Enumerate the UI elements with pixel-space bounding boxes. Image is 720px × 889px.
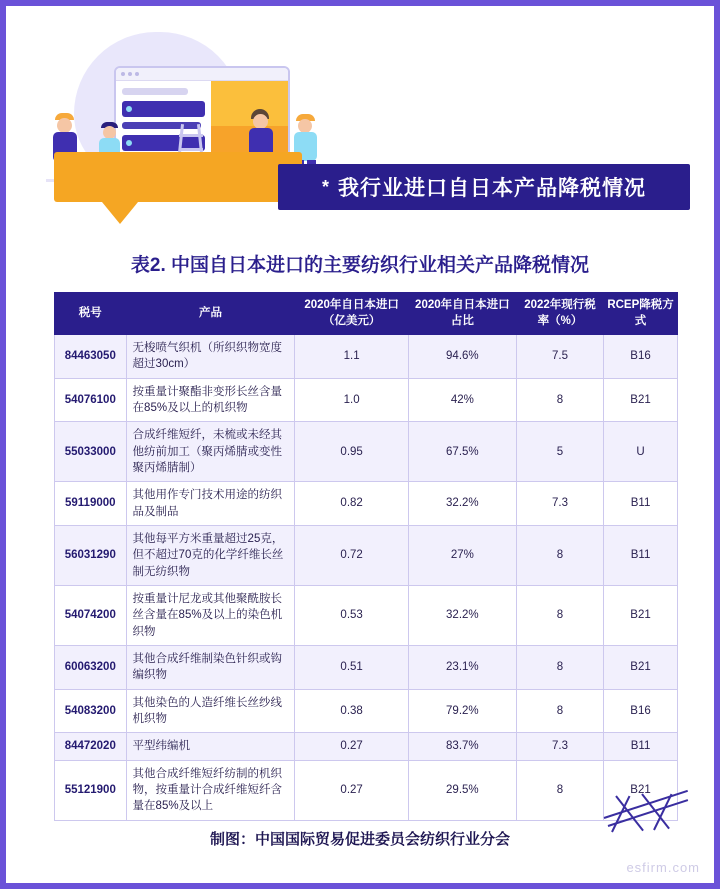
cell-product: 合成纤维短纤，未梳或未经其他纺前加工（聚丙烯腈或变性聚丙烯腈制）: [126, 422, 295, 482]
cell-share: 32.2%: [408, 482, 516, 526]
cell-rcep: B21: [604, 378, 678, 422]
cell-import: 1.1: [295, 335, 408, 379]
cell-product: 其他用作专门技术用途的纺织品及制品: [126, 482, 295, 526]
table-row: [55, 422, 678, 482]
cell-product: 其他染色的人造纤维长丝纱线机织物: [126, 689, 295, 733]
column-header-import: 2020年自日本进口（亿美元）: [295, 293, 408, 335]
footer-credit: 制图：中国国际贸易促进委员会纺织行业分会: [209, 831, 510, 848]
column-header-product: 产品: [126, 293, 295, 335]
cell-import: 0.27: [295, 760, 408, 820]
cell-rate: 8: [516, 378, 603, 422]
tax-reduction-table: [54, 292, 678, 821]
cell-share: 29.5%: [408, 760, 516, 820]
cell-import: 0.82: [295, 482, 408, 526]
cell-import: 0.72: [295, 525, 408, 585]
cell-product: 平型纬编机: [126, 733, 295, 760]
cell-product: 按重量计尼龙或其他聚酰胺长丝含量在85%及以上的染色机织物: [126, 585, 295, 645]
cell-rcep: B21: [604, 585, 678, 645]
cell-rate: 7.5: [516, 335, 603, 379]
cell-import: 0.38: [295, 689, 408, 733]
browser-titlebar-graphic: [116, 68, 288, 81]
cell-code: 54083200: [55, 689, 127, 733]
watermark: esfirm.com: [626, 860, 700, 875]
cell-code: 55121900: [55, 760, 127, 820]
column-header-share: 2020年自日本进口占比: [408, 293, 516, 335]
cell-rate: 8: [516, 645, 603, 689]
table-header-row: [55, 293, 678, 335]
cell-import: 1.0: [295, 378, 408, 422]
cell-product: 其他合成纤维制染色针织或钩编织物: [126, 645, 295, 689]
cell-rate: 7.3: [516, 733, 603, 760]
table-row: [55, 760, 678, 820]
banner-title: [278, 164, 690, 210]
table-row: [55, 733, 678, 760]
orange-accent-bar: [54, 152, 302, 202]
table-row: [55, 482, 678, 526]
cell-share: 83.7%: [408, 733, 516, 760]
table-body: [55, 335, 678, 821]
cell-rcep: B11: [604, 525, 678, 585]
cell-rate: 8: [516, 689, 603, 733]
table-row: [55, 525, 678, 585]
cell-rcep: B16: [604, 689, 678, 733]
cell-share: 27%: [408, 525, 516, 585]
cell-share: 42%: [408, 378, 516, 422]
cell-product: 无梭喷气织机（所织织物宽度超过30cm）: [126, 335, 295, 379]
cell-share: 67.5%: [408, 422, 516, 482]
table-row: [55, 335, 678, 379]
cell-product: 其他合成纤维短纤纺制的机织物，按重量计合成纤维短纤含量在85%及以上: [126, 760, 295, 820]
cell-rcep: B21: [604, 760, 678, 820]
column-header-code: 税号: [55, 293, 127, 335]
cell-code: 54076100: [55, 378, 127, 422]
cell-code: 59119000: [55, 482, 127, 526]
cell-rate: 8: [516, 585, 603, 645]
table-caption: 表2. 中国自日本进口的主要纺织行业相关产品降税情况: [130, 255, 590, 276]
star-icon: *: [321, 176, 330, 197]
banner-title-text: 我行业进口自日本产品降税情况: [338, 177, 646, 200]
cell-rcep: B11: [604, 733, 678, 760]
cell-import: 0.95: [295, 422, 408, 482]
cell-code: 56031290: [55, 525, 127, 585]
cell-rcep: B21: [604, 645, 678, 689]
cell-rate: 7.3: [516, 482, 603, 526]
cell-product: 其他每平方米重量超过25克，但不超过70克的化学纤维长丝制无纺织物: [126, 525, 295, 585]
column-header-rcep: RCEP降税方式: [604, 293, 678, 335]
cell-code: 84472020: [55, 733, 127, 760]
cell-import: 0.53: [295, 585, 408, 645]
cell-code: 55033000: [55, 422, 127, 482]
cell-share: 94.6%: [408, 335, 516, 379]
column-header-rate: 2022年现行税率（%）: [516, 293, 603, 335]
cell-rcep: U: [604, 422, 678, 482]
cell-product: 按重量计聚酯非变形长丝含量在85%及以上的机织物: [126, 378, 295, 422]
cell-rcep: B11: [604, 482, 678, 526]
cell-rate: 8: [516, 760, 603, 820]
cell-code: 84463050: [55, 335, 127, 379]
table-row: [55, 689, 678, 733]
cell-code: 60063200: [55, 645, 127, 689]
table-header: [55, 293, 678, 335]
cell-import: 0.27: [295, 733, 408, 760]
cell-code: 54074200: [55, 585, 127, 645]
table-row: [55, 585, 678, 645]
cell-rate: 8: [516, 525, 603, 585]
table-row: [55, 645, 678, 689]
cell-share: 79.2%: [408, 689, 516, 733]
arrow-down-icon: [102, 202, 138, 224]
cell-rcep: B16: [604, 335, 678, 379]
cell-import: 0.51: [295, 645, 408, 689]
cell-share: 32.2%: [408, 585, 516, 645]
table-row: [55, 378, 678, 422]
cell-share: 23.1%: [408, 645, 516, 689]
cell-rate: 5: [516, 422, 603, 482]
